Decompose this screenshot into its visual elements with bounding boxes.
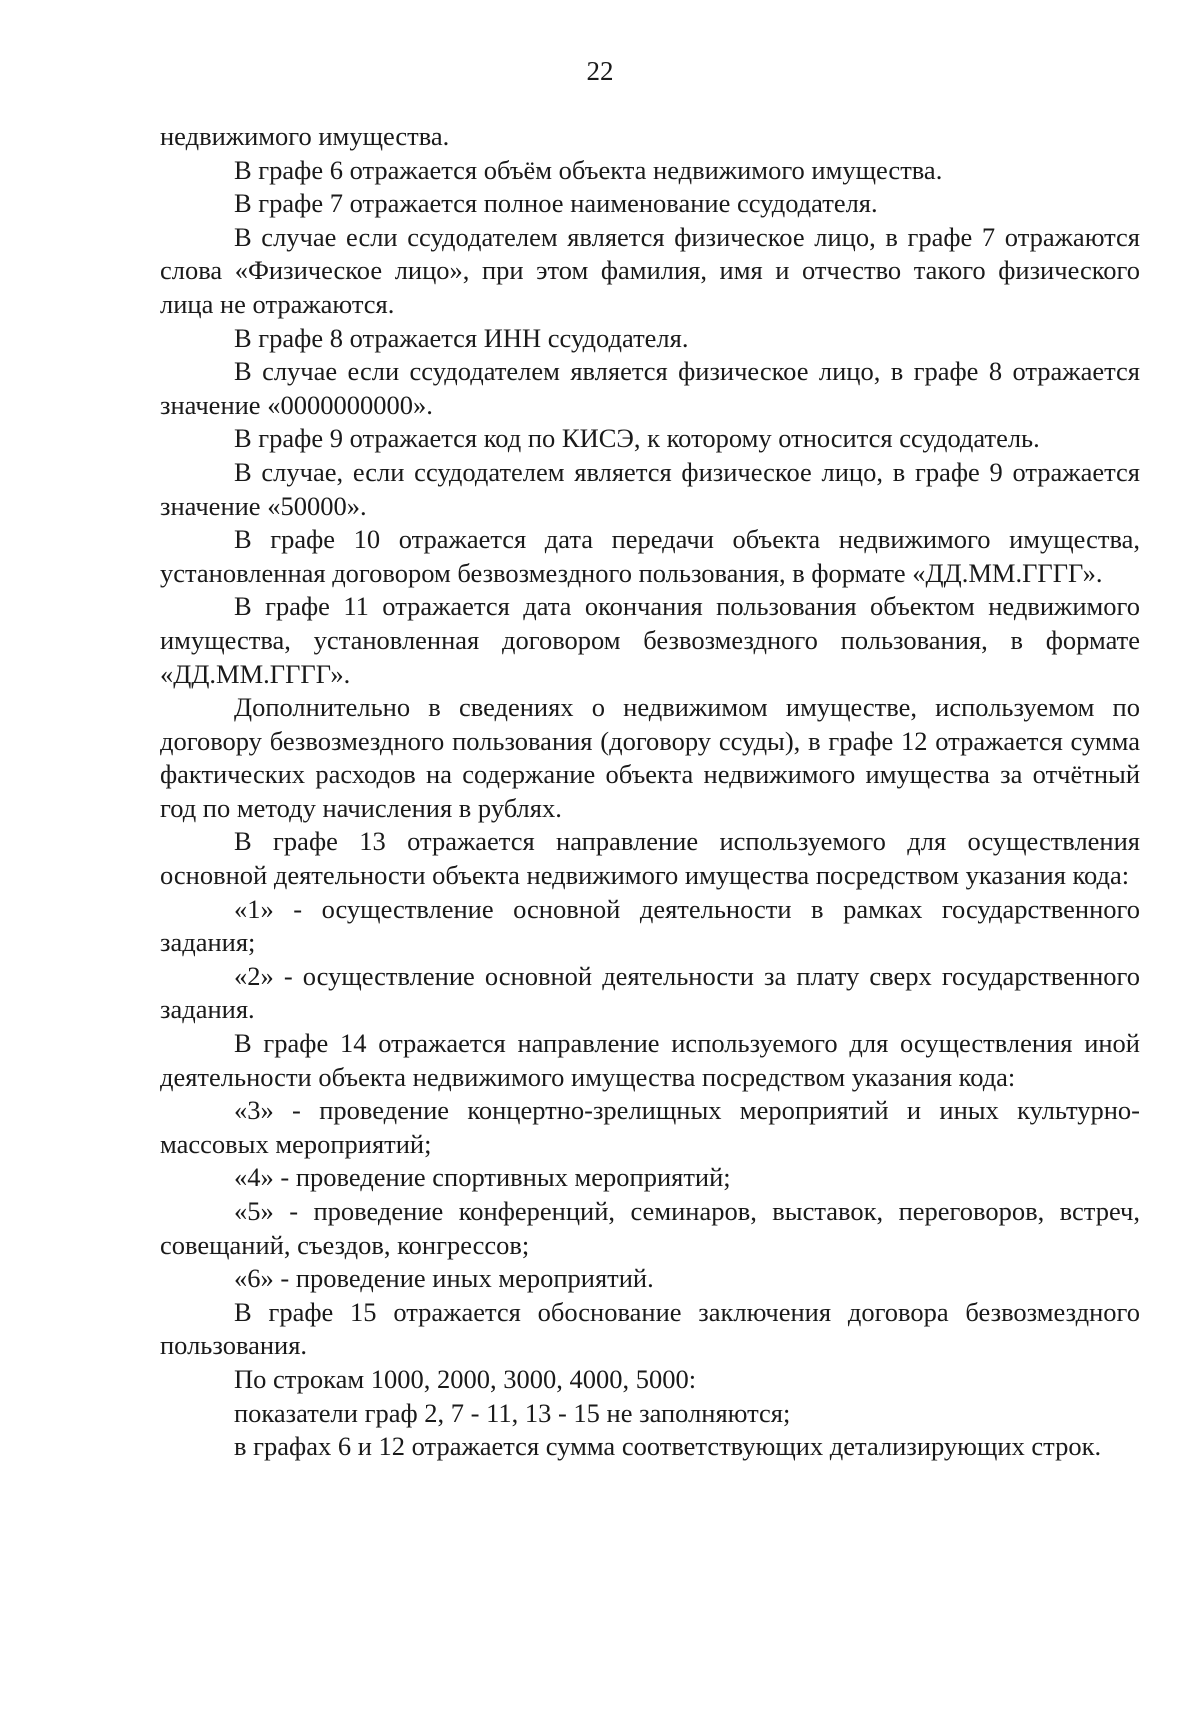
paragraph: В графе 7 отражается полное наименование ссудодателя. — [234, 188, 878, 219]
paragraph: показатели граф 2, 7 - 11, 13 - 15 не заполняются; — [234, 1397, 791, 1428]
document-body — [160, 120, 1140, 1464]
paragraph: В графе 8 отражается ИНН ссудодателя. — [234, 322, 689, 353]
paragraph: Дополнительно в сведениях о недвижимом имуществе, используемом по договору безвозмездного пользования (договору ссуды), в графе 12 отражается сумма фактических расходов на содержание объекта недвижимого имущества за отчётный год по методу начисления в рублях. — [160, 692, 1140, 823]
paragraph: В графе 15 отражается обоснование заключения договора безвозмездного пользования. — [160, 1296, 1140, 1361]
paragraph: В графе 9 отражается код по КИСЭ, к которому относится ссудодатель. — [234, 423, 1040, 454]
paragraph: В графе 14 отражается направление используемого для осуществления иной деятельности объекта недвижимого имущества посредством указания кода: — [160, 1028, 1140, 1092]
list-item: «4» - проведение спортивных мероприятий; — [234, 1162, 731, 1193]
paragraph: недвижимого имущества. — [160, 121, 450, 151]
paragraph: В графе 13 отражается направление используемого для осуществления основной деятельности объекта недвижимого имущества посредством указания кода: — [160, 826, 1140, 891]
list-item: «2» - осуществление основной деятельности за плату сверх государственного задания. — [160, 960, 1140, 1025]
list-item: «3» - проведение концертно-зрелищных мероприятий и иных культурно-массовых мероприятий; — [160, 1095, 1140, 1159]
paragraph: В случае, если ссудодателем является физическое лицо, в графе 9 отражается значение «50000». — [160, 456, 1140, 521]
list-item: «5» - проведение конференций, семинаров, выставок, переговоров, встреч, совещаний, съездов, конгрессов; — [160, 1196, 1140, 1260]
paragraph: В случае если ссудодателем является физическое лицо, в графе 8 отражается значение «0000000000». — [160, 356, 1140, 420]
page-number: 22 — [586, 56, 614, 86]
paragraph: в графах 6 и 12 отражается сумма соответствующих детализирующих строк. — [234, 1431, 1102, 1462]
paragraph: В графе 10 отражается дата передачи объекта недвижимого имущества, установленная договором безвозмездного пользования, в формате «ДД.ММ.ГГГГ». — [160, 524, 1140, 588]
list-item: «1» - осуществление основной деятельности в рамках государственного задания; — [160, 893, 1140, 958]
paragraph: В случае если ссудодателем является физическое лицо, в графе 7 отражаются слова «Физическое лицо», при этом фамилия, имя и отчество такого физического лица не отражаются. — [160, 221, 1140, 319]
paragraph: В графе 6 отражается объём объекта недвижимого имущества. — [234, 154, 943, 185]
list-item: «6» - проведение иных мероприятий. — [234, 1263, 654, 1294]
paragraph: В графе 11 отражается дата окончания пользования объектом недвижимого имущества, установленная договором безвозмездного пользования, в формате «ДД.ММ.ГГГГ». — [160, 591, 1140, 689]
paragraph: По строкам 1000, 2000, 3000, 4000, 5000: — [234, 1363, 697, 1394]
